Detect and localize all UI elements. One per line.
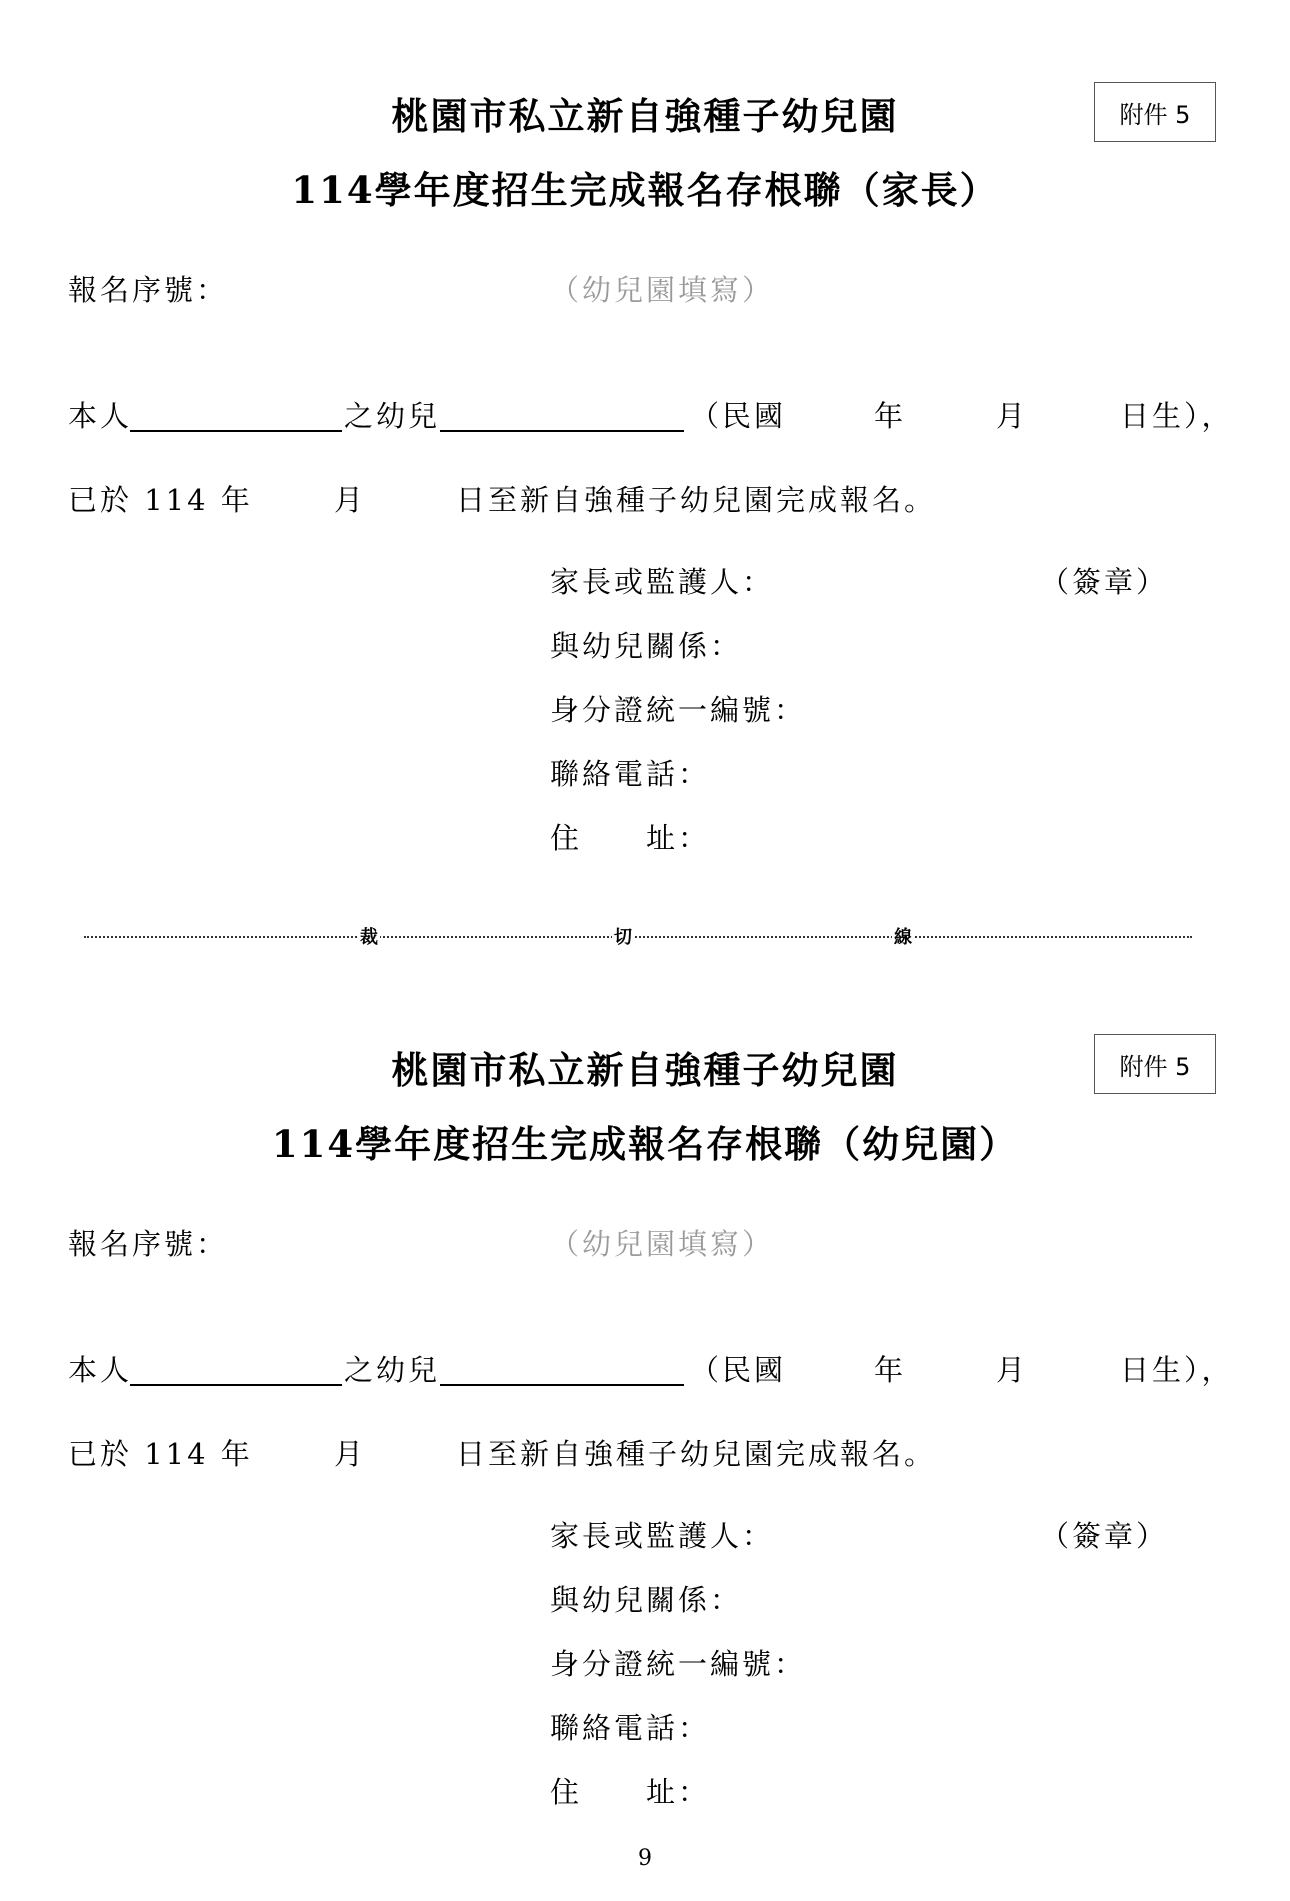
child-label: 之幼兒 [344, 399, 441, 433]
year-label: 年 [874, 1353, 907, 1387]
serial-label: 報名序號： [68, 1227, 229, 1261]
child-label: 之幼兒 [344, 1353, 441, 1387]
month-label: 月 [996, 1353, 1029, 1387]
cut-line-dots [84, 936, 1192, 938]
serial-label: 報名序號： [68, 273, 229, 307]
phone-label: 聯絡電話： [550, 1711, 711, 1745]
completion-text: 日至新自強種子幼兒園完成報名。 [456, 483, 937, 517]
month-label: 月 [996, 399, 1029, 433]
self-label: 本人 [68, 1353, 133, 1387]
cut-line [84, 922, 1192, 952]
id-label: 身分證統一編號： [550, 693, 807, 727]
month-label-2: 月 [334, 483, 367, 517]
serial-hint: （幼兒園填寫） [550, 273, 775, 307]
form-subtitle: 114學年度招生完成報名存根聯（幼兒園） [271, 1122, 1019, 1166]
address-label: 住 址： [550, 1775, 711, 1809]
birth-prefix: （民國 [690, 399, 787, 433]
child-name-line[interactable] [440, 1346, 684, 1386]
address-label: 住 址： [550, 821, 711, 855]
cut-char-3: 線 [892, 923, 914, 949]
month-label-2: 月 [334, 1437, 367, 1471]
school-title: 桃園市私立新自強種子幼兒園 [391, 94, 899, 138]
serial-hint: （幼兒園填寫） [550, 1227, 775, 1261]
sign-label: （簽章） [1040, 1519, 1169, 1553]
child-name-line[interactable] [440, 392, 684, 432]
relation-label: 與幼兒關係： [550, 1583, 743, 1617]
year-label: 年 [874, 399, 907, 433]
birth-prefix: （民國 [690, 1353, 787, 1387]
completion-text: 日至新自強種子幼兒園完成報名。 [456, 1437, 937, 1471]
parent-name-line[interactable] [130, 1346, 342, 1386]
school-title: 桃園市私立新自強種子幼兒園 [391, 1048, 899, 1092]
guardian-label: 家長或監護人： [550, 565, 775, 599]
phone-label: 聯絡電話： [550, 757, 711, 791]
already-label: 已於 114 年 [68, 1437, 253, 1471]
birth-suffix: 日生）， [1120, 1353, 1234, 1387]
cut-char-1: 裁 [358, 923, 380, 949]
self-label: 本人 [68, 399, 133, 433]
page-number: 9 [638, 1846, 652, 1871]
form-subtitle: 114學年度招生完成報名存根聯（家長） [291, 168, 999, 212]
parent-name-line[interactable] [130, 392, 342, 432]
birth-suffix: 日生）， [1120, 399, 1234, 433]
cut-char-2: 切 [612, 923, 634, 949]
already-label: 已於 114 年 [68, 483, 253, 517]
sign-label: （簽章） [1040, 565, 1169, 599]
attachment-badge: 附件 5 [1094, 82, 1216, 142]
relation-label: 與幼兒關係： [550, 629, 743, 663]
id-label: 身分證統一編號： [550, 1647, 807, 1681]
attachment-badge: 附件 5 [1094, 1034, 1216, 1094]
guardian-label: 家長或監護人： [550, 1519, 775, 1553]
